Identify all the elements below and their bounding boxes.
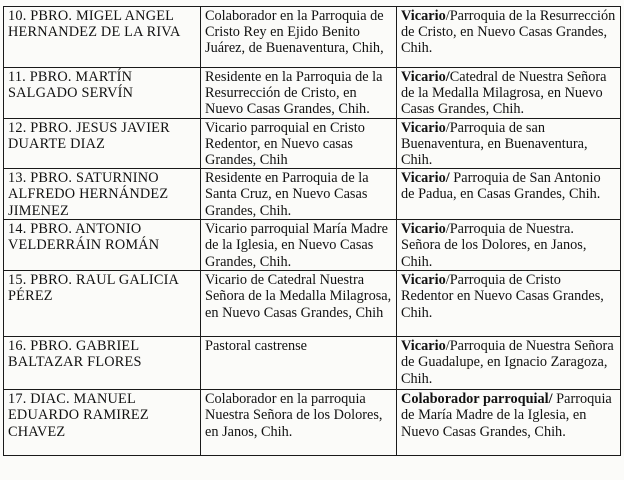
assignment-place: /Parroquia de la Resurrección de Cristo, en Nuevo Casas Grandes, Chih.	[401, 8, 616, 57]
assignment-place: /Parroquia de Nuestra. Señora de los Dolores, en Janos, Chih.	[401, 221, 587, 270]
assignment-place: /Parroquia de san Buenaventura, en Buenaventura, Chih.	[401, 119, 588, 169]
new-assignment	[397, 271, 621, 337]
new-assignment	[397, 68, 621, 119]
new-assignment	[397, 390, 621, 456]
priest-name: 15. PBRO. RAUL GALICIA PÉREZ	[4, 271, 201, 337]
previous-assignment: Colaborador en la parroquia Nuestra Señora de los Dolores, en Janos, Chih.	[201, 390, 397, 456]
assignment-place: Parroquia de San Antonio de Padua, en Casas Grandes, Chih.	[401, 170, 601, 203]
role-label: Vicario	[401, 272, 446, 289]
previous-assignment: Vicario de Catedral Nuestra Señora de la Medalla Milagrosa, en Nuevo Casas Grandes, Chih	[201, 271, 397, 337]
assignments-table	[3, 6, 621, 456]
previous-assignment: Vicario parroquial María Madre de la Iglesia, en Nuevo Casas Grandes, Chih.	[201, 220, 397, 271]
table-row	[4, 220, 621, 271]
previous-assignment: Residente en la Parroquia de la Resurrección de Cristo, en Nuevo Casas Grandes, Chih.	[201, 68, 397, 119]
previous-assignment: Vicario parroquial en Cristo Redentor, en Nuevo casas Grandes, Chih	[201, 118, 397, 169]
new-assignment	[397, 118, 621, 169]
role-label: Colaborador parroquial/	[401, 391, 553, 408]
table-row	[4, 118, 621, 169]
table-row	[4, 7, 621, 68]
priest-name: 14. PBRO. ANTONIO VELDERRÁIN ROMÁN	[4, 220, 201, 271]
role-label: Vicario	[401, 338, 446, 355]
assignment-place: Parroquia de María Madre de la Iglesia, en Nuevo Casas Grandes, Chih.	[401, 391, 612, 440]
previous-assignment: Colaborador en la Parroquia de Cristo Rey en Ejido Benito Juárez, de Buenaventura, Chih,	[201, 7, 397, 68]
priest-name: 13. PBRO. SATURNINO ALFREDO HERNÁNDEZ JIMENEZ	[4, 169, 201, 220]
role-label: Vicario	[401, 119, 446, 136]
assignment-place: Catedral de Nuestra Señora de la Medalla Milagrosa, en Nuevo Casas Grandes, Chih.	[401, 69, 607, 118]
role-label: Vicario/	[401, 170, 450, 187]
new-assignment	[397, 220, 621, 271]
priest-name: 16. PBRO. GABRIEL BALTAZAR FLORES	[4, 337, 201, 390]
priest-name: 11. PBRO. MARTÍN SALGADO SERVÍN	[4, 68, 201, 119]
new-assignment	[397, 169, 621, 220]
previous-assignment: Residente en Parroquia de la Santa Cruz, en Nuevo Casas Grandes, Chih.	[201, 169, 397, 220]
role-label: Vicario	[401, 221, 446, 238]
priest-name: 10. PBRO. MIGEL ANGEL HERNANDEZ DE LA RIVA	[4, 7, 201, 68]
table-row	[4, 68, 621, 119]
previous-assignment: Pastoral castrense	[201, 337, 397, 390]
new-assignment	[397, 7, 621, 68]
table-row	[4, 271, 621, 337]
role-label: Vicario	[401, 8, 446, 24]
priest-name: 12. PBRO. JESUS JAVIER DUARTE DIAZ	[4, 118, 201, 169]
role-label: Vicario/	[401, 69, 450, 85]
table-row	[4, 337, 621, 390]
table-row	[4, 169, 621, 220]
priest-name: 17. DIAC. MANUEL EDUARDO RAMIREZ CHAVEZ	[4, 390, 201, 456]
assignment-place: /Parroquia de Cristo Redentor en Nuevo Casas Grandes, Chih.	[401, 272, 604, 321]
assignment-place: /Parroquia de Nuestra Señora de Guadalupe, en Ignacio Zaragoza, Chih.	[401, 338, 614, 387]
table-row	[4, 390, 621, 456]
new-assignment	[397, 337, 621, 390]
